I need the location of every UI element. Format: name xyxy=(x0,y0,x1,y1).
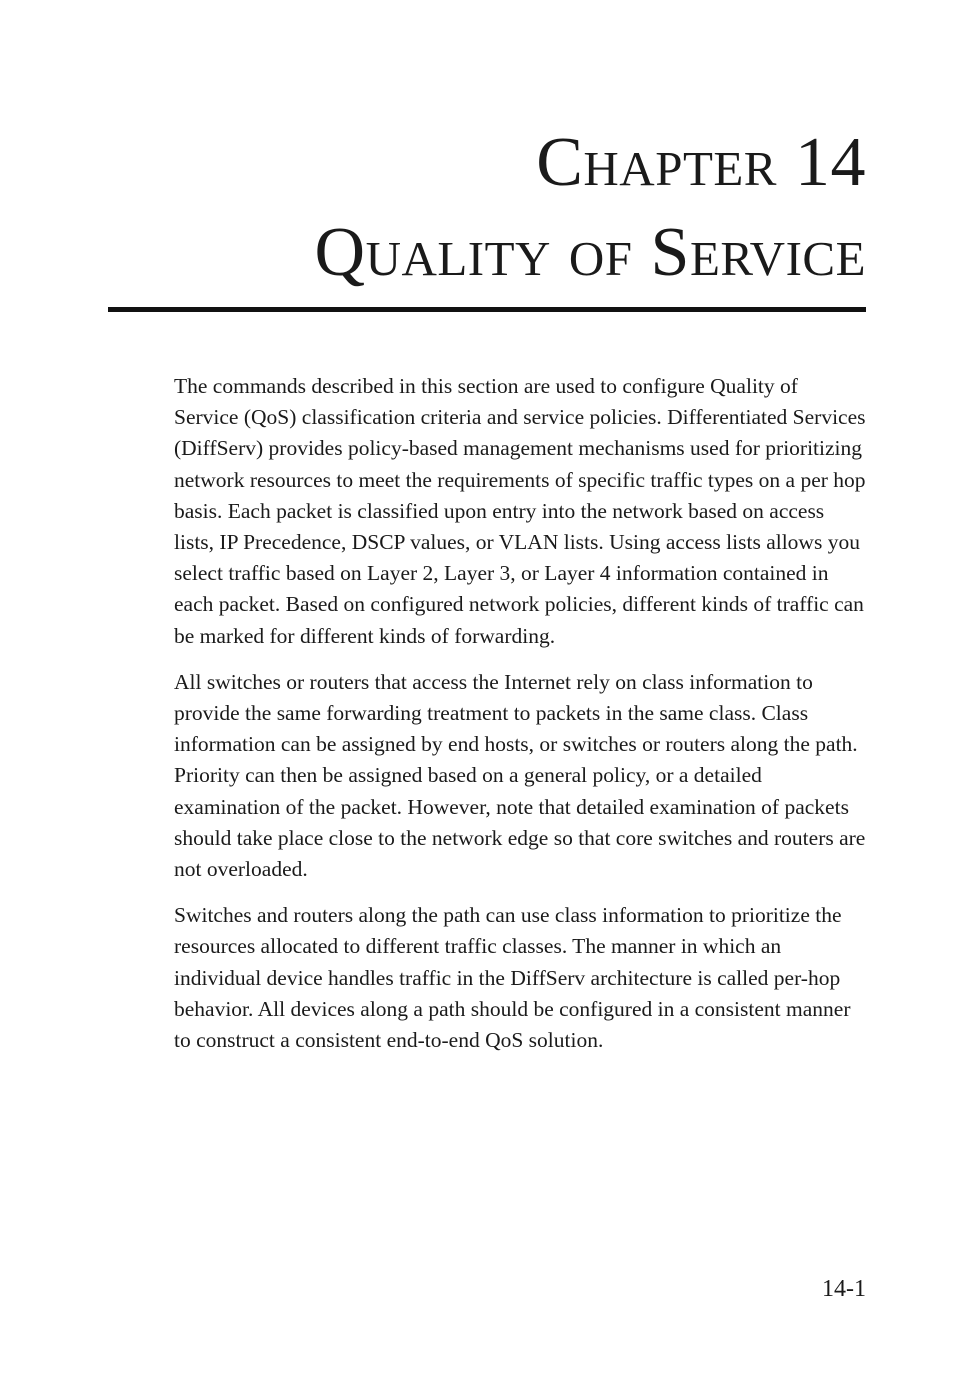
paragraph-intro: The commands described in this section are used to configure Quality of Service (QoS) classification criteria and service policies. Differentiated Services (DiffServ) provides policy-based management mechanisms used for prioritizing network resources to meet the requirements of specific traffic types on a per hop basis. Each packet is classified upon entry into the network based on access lists, IP Precedence, DSCP values, or VLAN lists. Using access lists allows you select traffic based on Layer 2, Layer 3, or Layer 4 information contained in each packet. Based on configured network policies, different kinds of traffic can be marked for different kinds of forwarding. xyxy=(174,374,866,648)
chapter-number: Chapter 14 xyxy=(536,124,866,201)
page-number: 14-1 xyxy=(822,1276,866,1302)
paragraph-per-hop-behavior: Switches and routers along the path can use class information to prioritize the resources allocated to different traffic classes. The manner in which an individual device handles traffic in the DiffServ architecture is called per-hop behavior. All devices along a path should be configured in a consistent manner to construct a consistent end-to-end QoS solution. xyxy=(174,903,851,1053)
heading-rule xyxy=(108,307,866,312)
body-text xyxy=(174,371,866,1071)
chapter-title: Quality of Service xyxy=(314,214,866,291)
paragraph-class-information: All switches or routers that access the Internet rely on class information to provide the same forwarding treatment to packets in the same class. Class information can be assigned by end hosts, or switches or routers along the path. Priority can then be assigned based on a general policy, or a detailed examination of the packet. However, note that detailed examination of packets should take place close to the network edge so that core switches and routers are not overloaded. xyxy=(174,669,866,882)
chapter-heading xyxy=(106,118,866,298)
